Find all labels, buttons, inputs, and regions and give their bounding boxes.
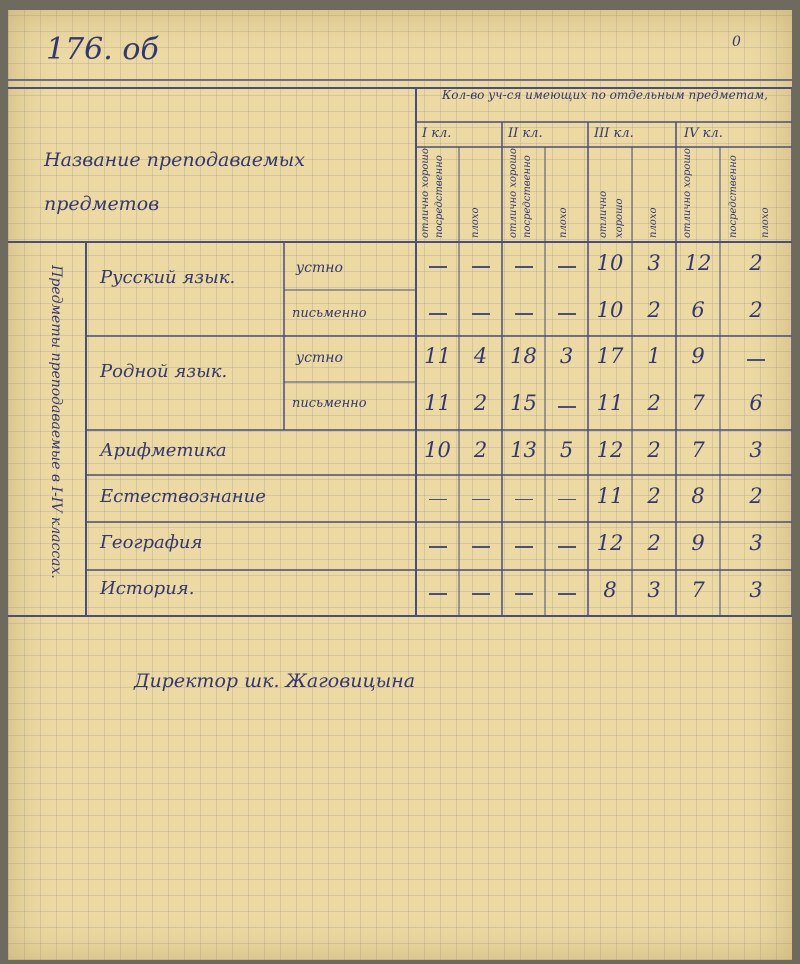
subject-arithmetic: Арифметика bbox=[100, 440, 227, 461]
mode-russian-written: письменно bbox=[292, 306, 367, 321]
value-cell: 8 bbox=[691, 483, 705, 508]
count-column-title: Кол-во уч-ся имеющих по отдельным предметам, bbox=[441, 88, 768, 102]
dash-cell bbox=[472, 266, 490, 268]
dash-cell bbox=[515, 546, 533, 548]
dash-cell bbox=[558, 593, 576, 595]
value-cell: 2 bbox=[749, 298, 763, 322]
value-cell: 2 bbox=[749, 483, 763, 508]
dash-cell bbox=[515, 593, 533, 595]
value-cell: 8 bbox=[603, 578, 617, 602]
col-heading-2: посредственно bbox=[434, 155, 445, 238]
value-cell: 2 bbox=[647, 437, 661, 462]
subject-natural-science: Естествознание bbox=[100, 486, 266, 507]
director-signature: Директор шк. Жаговицына bbox=[134, 670, 416, 692]
col-heading-1: отлично хорошо bbox=[420, 148, 431, 238]
dash-cell bbox=[472, 499, 490, 501]
value-cell: 10 bbox=[424, 437, 451, 462]
mode-native-oral: устно bbox=[296, 350, 343, 366]
dash-cell bbox=[558, 546, 576, 548]
value-cell: 10 bbox=[596, 298, 624, 322]
value-cell: 13 bbox=[510, 437, 537, 462]
value-cell: 10 bbox=[596, 251, 624, 275]
value-cell: 18 bbox=[510, 344, 537, 368]
dash-cell bbox=[558, 313, 576, 315]
value-cell: 15 bbox=[510, 391, 537, 415]
subject-geography: География bbox=[100, 532, 203, 553]
value-cell: 7 bbox=[691, 437, 705, 462]
col-heading-11: посредственно bbox=[728, 155, 739, 238]
corner-mark: 0 bbox=[732, 34, 741, 50]
ledger-page bbox=[8, 10, 792, 960]
side-label: Предметы преподаваемые в I-IV классах. bbox=[48, 265, 64, 579]
value-cell: 11 bbox=[596, 483, 624, 508]
dash-cell bbox=[515, 313, 533, 315]
value-cell: 3 bbox=[749, 531, 763, 555]
subject-russian: Русский язык. bbox=[100, 267, 236, 288]
class-label-3: III кл. bbox=[594, 126, 634, 141]
archive-number: 176. об bbox=[46, 32, 159, 67]
subject-history: История. bbox=[100, 578, 195, 599]
class-label-2: II кл. bbox=[508, 126, 543, 141]
dash-cell bbox=[429, 266, 447, 268]
class-label-4: IV кл. bbox=[684, 126, 723, 141]
class-label-1: I кл. bbox=[422, 126, 452, 141]
dash-cell bbox=[429, 313, 447, 315]
col-heading-4: отлично хорошо bbox=[508, 148, 519, 238]
col-heading-8: хорошо bbox=[614, 198, 625, 238]
dash-cell bbox=[429, 499, 447, 501]
col-heading-7: отлично bbox=[598, 190, 609, 238]
value-cell: 4 bbox=[473, 344, 488, 368]
value-cell: 12 bbox=[596, 437, 624, 462]
value-cell: 7 bbox=[691, 391, 705, 415]
value-cell: 3 bbox=[559, 344, 574, 368]
dash-cell bbox=[472, 313, 490, 315]
subject-native: Родной язык. bbox=[100, 361, 228, 382]
value-cell: 17 bbox=[596, 344, 624, 368]
col-heading-10: отлично хорошо bbox=[682, 148, 693, 238]
col-heading-5: посредственно bbox=[522, 155, 533, 238]
value-cell: 11 bbox=[596, 391, 624, 415]
dash-cell bbox=[558, 406, 576, 408]
value-cell: 2 bbox=[647, 391, 661, 415]
dash-cell bbox=[472, 546, 490, 548]
col-heading-9: плохо bbox=[648, 207, 659, 238]
dash-cell bbox=[472, 593, 490, 595]
value-cell: 2 bbox=[473, 391, 488, 415]
dash-cell bbox=[515, 499, 533, 501]
value-cell: 3 bbox=[749, 578, 763, 602]
value-cell: 7 bbox=[691, 578, 705, 602]
value-cell: 3 bbox=[647, 578, 661, 602]
value-cell: 6 bbox=[749, 391, 763, 415]
value-cell: 6 bbox=[691, 298, 705, 322]
dash-cell bbox=[515, 266, 533, 268]
value-cell: 2 bbox=[749, 251, 763, 275]
value-cell: 11 bbox=[424, 391, 451, 415]
value-cell: 2 bbox=[647, 483, 661, 508]
value-cell: 2 bbox=[647, 531, 661, 555]
value-cell: 2 bbox=[647, 298, 661, 322]
value-cell: 2 bbox=[473, 437, 488, 462]
value-cell: 5 bbox=[559, 437, 574, 462]
value-cell: 12 bbox=[596, 531, 624, 555]
subject-column-title: Название преподаваемых предметов bbox=[44, 149, 305, 215]
value-cell: 9 bbox=[691, 531, 705, 555]
mode-russian-oral: устно bbox=[296, 260, 343, 276]
value-cell: 12 bbox=[684, 251, 712, 275]
dash-cell bbox=[558, 499, 576, 501]
value-cell: 11 bbox=[424, 344, 451, 368]
value-cell: 9 bbox=[691, 344, 705, 368]
col-heading-6: плохо bbox=[558, 207, 569, 238]
dash-cell bbox=[747, 359, 765, 361]
value-cell: 1 bbox=[647, 344, 661, 368]
dash-cell bbox=[558, 266, 576, 268]
col-heading-12: плохо bbox=[760, 207, 771, 238]
col-heading-3: плохо bbox=[470, 207, 481, 238]
dash-cell bbox=[429, 593, 447, 595]
mode-native-written: письменно bbox=[292, 396, 367, 411]
value-cell: 3 bbox=[749, 437, 763, 462]
dash-cell bbox=[429, 546, 447, 548]
value-cell: 3 bbox=[647, 251, 661, 275]
